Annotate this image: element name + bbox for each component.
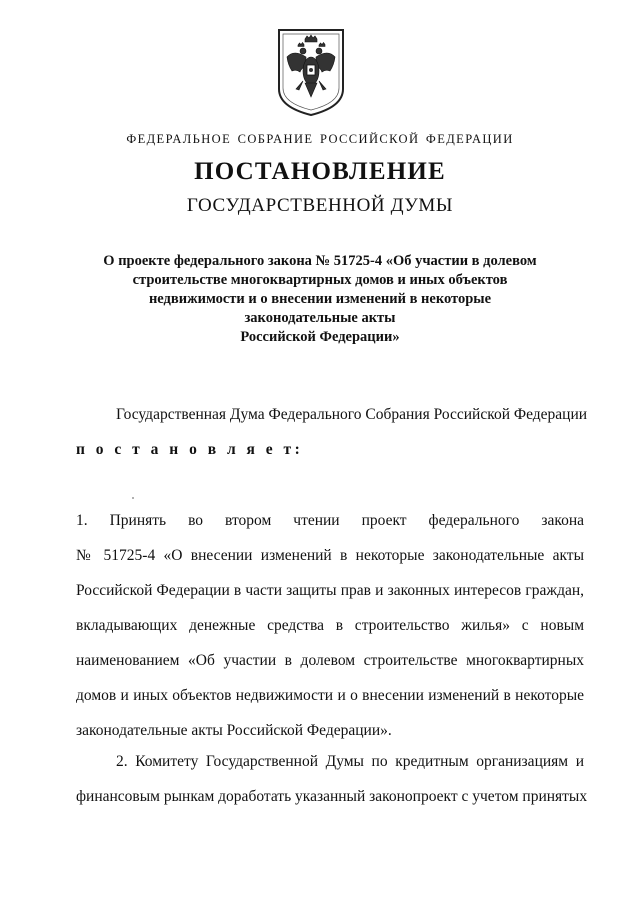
paragraph-line: Российской Федерации в части защиты прав и законных интересов граждан, <box>76 582 584 599</box>
paragraph-line: наименованием «Об участии в долевом строительстве многоквартирных <box>76 652 584 669</box>
paragraph-line: 2. Комитету Государственной Думы по кредитным организациям и <box>116 753 584 770</box>
paragraph-line: финансовым рынкам доработать указанный законопроект с учетом принятых <box>76 788 588 805</box>
resolves-heading: п о с т а н о в л я е т: <box>76 441 304 458</box>
document-subject <box>90 252 550 347</box>
paragraph-line: № 51725-4 «О внесении изменений в некоторые законодательные акты <box>76 547 584 564</box>
paragraph-line: законодательные акты Российской Федерации». <box>76 722 392 739</box>
subject-line: строительстве многоквартирных домов и иных объектов <box>132 272 508 288</box>
paragraph-line: вкладывающих денежные средства в строительство жилья» с новым <box>76 617 584 634</box>
paragraph-2 <box>76 750 588 820</box>
paragraph-1 <box>76 509 584 754</box>
document-type: ПОСТАНОВЛЕНИЕ <box>194 158 446 185</box>
scan-speck <box>132 497 134 499</box>
preamble: Государственная Дума Федерального Собрания Российской Федерации <box>116 406 588 423</box>
subject-line: Российской Федерации» <box>240 329 400 345</box>
subject-line: законодательные акты <box>244 310 396 326</box>
subject-line: недвижимости и о внесении изменений в некоторые <box>148 291 492 307</box>
organization-title: ФЕДЕРАЛЬНОЕ СОБРАНИЕ РОССИЙСКОЙ ФЕДЕРАЦИИ <box>126 132 514 146</box>
paragraph-line: 1. Принять во втором чтении проект федерального закона <box>76 512 584 529</box>
issuing-body: ГОСУДАРСТВЕННОЙ ДУМЫ <box>186 195 454 216</box>
paragraph-line: домов и иных объектов недвижимости и о внесении изменений в некоторые <box>76 687 584 704</box>
subject-line: О проекте федерального закона № 51725-4 «Об участии в долевом <box>103 253 537 269</box>
coat-of-arms-of-russia-icon <box>276 27 346 117</box>
